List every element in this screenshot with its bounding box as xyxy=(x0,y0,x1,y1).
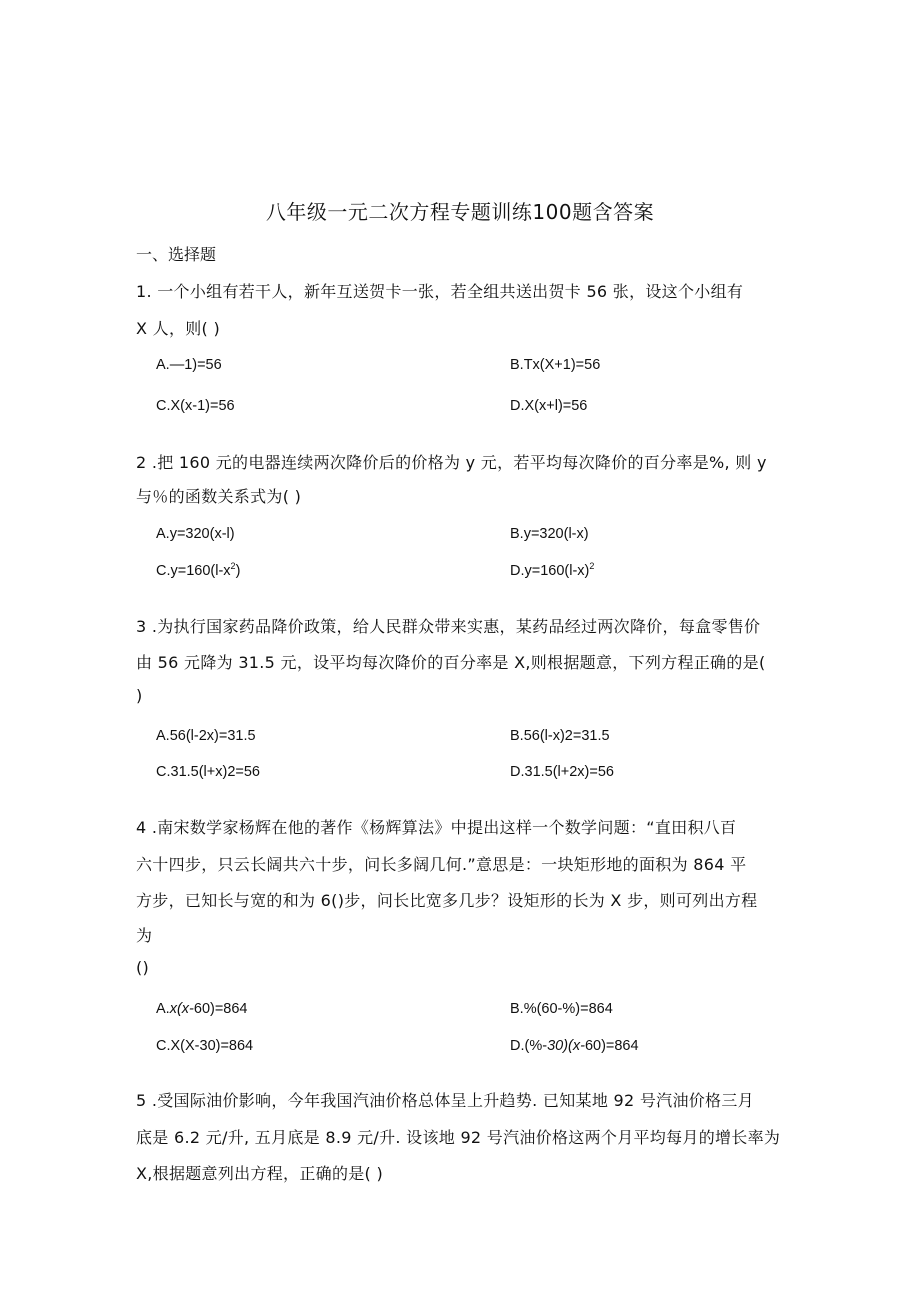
document-title: 八年级一元二次方程专题训练100题含答案 xyxy=(265,200,655,224)
q1-text-line-1: 1. 一个小组有若干人，新年互送贺卡一张，若全组共送出贺卡 56 张，设这个小组有 xyxy=(136,282,744,301)
q2-option-b: B.y=320(l-x) xyxy=(510,526,589,542)
q3-text-line-2: 由 56 元降为 31.5 元，设平均每次降价的百分率是 X,则根据题意，下列方程正确的是( xyxy=(136,653,766,672)
q3-option-a: A.56(l-2x)=31.5 xyxy=(156,728,256,744)
q4-option-b: B.%(60-%)=864 xyxy=(510,1001,613,1017)
q1-option-b: B.Tx(X+1)=56 xyxy=(510,357,601,373)
q4-text-line-4: 为 xyxy=(136,926,153,945)
q2-text-line-2: 与％的函数关系式为( ) xyxy=(136,487,302,506)
q4-text-line-5: () xyxy=(136,958,150,977)
section-heading: 一、选择题 xyxy=(136,245,217,264)
q4-option-a: A.x(x-60)=864 xyxy=(156,1001,248,1017)
q3-option-b: B.56(l-x)2=31.5 xyxy=(510,728,610,744)
q4-option-d: D.(%-30)(x-60)=864 xyxy=(510,1038,639,1054)
q3-option-c: C.31.5(l+x)2=56 xyxy=(156,764,260,780)
q3-option-d: D.31.5(l+2x)=56 xyxy=(510,764,614,780)
q3-text-line-1: 3 .为执行国家药品降价政策，给人民群众带来实惠，某药品经过两次降价，每盒零售价 xyxy=(136,617,761,636)
q4-text-line-1: 4 .南宋数学家杨辉在他的著作《杨辉算法》中提出这样一个数学问题：“直田积八百 xyxy=(136,818,737,837)
q5-text-line-2: 底是 6.2 元/升, 五月底是 8.9 元/升. 设该地 92 号汽油价格这两个月平均每月的增长率为 xyxy=(136,1128,781,1147)
q5-text-line-1: 5 .受国际油价影响，今年我国汽油价格总体呈上升趋势. 已知某地 92 号汽油价格三月 xyxy=(136,1091,754,1110)
q1-option-c: C.X(x-1)=56 xyxy=(156,398,235,414)
q2-option-a: A.y=320(x-l) xyxy=(156,526,235,542)
q2-option-c: $C.y=160(l-x^2)$ xyxy=(156,561,241,579)
q1-text-line-2: X 人，则( ) xyxy=(136,319,221,338)
q2-option-d: $D.y=160(l-x)^2$ xyxy=(510,561,595,579)
q4-text-line-3: 方步，已知长与宽的和为 6()步，问长比宽多几步？设矩形的长为 X 步，则可列出方程 xyxy=(136,891,758,910)
q2-text-line-1: 2 .把 160 元的电器连续两次降价后的价格为 y 元，若平均每次降价的百分率是%, 则 y xyxy=(136,453,767,472)
q4-text-line-2: 六十四步，只云长阔共六十步，问长多阔几何.”意思是：一块矩形地的面积为 864 平 xyxy=(136,855,747,874)
q5-text-line-3: X,根据题意列出方程，正确的是( ) xyxy=(136,1164,384,1183)
q1-option-d: D.X(x+l)=56 xyxy=(510,398,588,414)
q1-option-a: A.—1)=56 xyxy=(156,357,222,373)
q3-text-line-3: ) xyxy=(136,686,143,705)
q4-option-c: C.X(X-30)=864 xyxy=(156,1038,254,1054)
